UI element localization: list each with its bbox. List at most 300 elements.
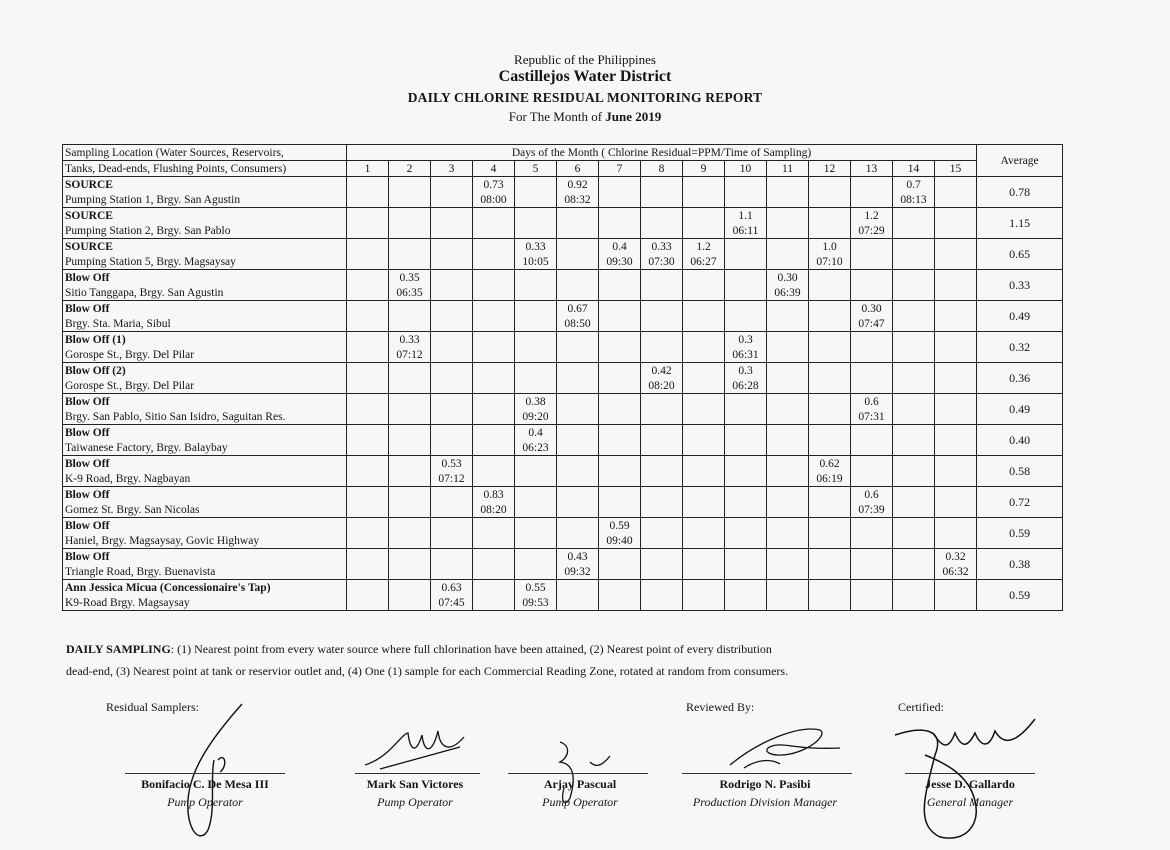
residual-cell-day-11 <box>767 549 809 565</box>
residual-cell-day-9 <box>683 270 725 286</box>
residual-cell-day-6: 0.67 <box>557 301 599 317</box>
time-cell-day-15 <box>935 471 977 487</box>
residual-cell-day-12 <box>809 394 851 410</box>
time-cell-day-5 <box>515 471 557 487</box>
time-cell-day-13 <box>851 533 893 549</box>
time-cell-day-2: 06:35 <box>389 285 431 301</box>
residual-cell-day-1 <box>347 487 389 503</box>
residual-cell-day-9 <box>683 456 725 472</box>
time-cell-day-14: 08:13 <box>893 192 935 208</box>
residual-cell-day-4: 0.73 <box>473 177 515 193</box>
time-cell-day-10 <box>725 285 767 301</box>
residual-cell-day-12 <box>809 580 851 596</box>
time-cell-day-15 <box>935 409 977 425</box>
time-cell-day-8 <box>641 440 683 456</box>
time-cell-day-11 <box>767 223 809 239</box>
time-cell-day-12 <box>809 223 851 239</box>
residual-cell-day-14 <box>893 456 935 472</box>
time-cell-day-5 <box>515 502 557 518</box>
residual-cell-day-15 <box>935 177 977 193</box>
signature-rodrigo <box>700 720 860 780</box>
location-type: Blow Off (1) <box>63 332 347 348</box>
residual-cell-day-4 <box>473 332 515 348</box>
residual-cell-day-2: 0.33 <box>389 332 431 348</box>
location-name: Triangle Road, Brgy. Buenavista <box>63 564 347 580</box>
time-cell-day-9 <box>683 533 725 549</box>
signature-line-3 <box>508 773 648 774</box>
location-type: Blow Off <box>63 456 347 472</box>
time-cell-day-1 <box>347 192 389 208</box>
time-cell-day-12 <box>809 285 851 301</box>
residual-cell-day-6 <box>557 239 599 255</box>
residual-cell-day-8 <box>641 208 683 224</box>
residual-cell-day-10 <box>725 301 767 317</box>
residual-cell-day-3 <box>431 301 473 317</box>
day-header-7: 7 <box>599 161 641 177</box>
residual-cell-day-12 <box>809 208 851 224</box>
residual-cell-day-1 <box>347 363 389 379</box>
time-cell-day-8 <box>641 192 683 208</box>
time-cell-day-10 <box>725 533 767 549</box>
time-cell-day-8 <box>641 316 683 332</box>
day-header-13: 13 <box>851 161 893 177</box>
time-cell-day-6 <box>557 471 599 487</box>
signature-line-2 <box>355 773 480 774</box>
time-cell-day-7 <box>599 471 641 487</box>
time-cell-day-6: 08:32 <box>557 192 599 208</box>
time-cell-day-9 <box>683 471 725 487</box>
time-cell-day-4 <box>473 595 515 611</box>
table-row-times <box>63 502 1063 518</box>
time-cell-day-12 <box>809 533 851 549</box>
time-cell-day-2: 07:12 <box>389 347 431 363</box>
location-name: K9-Road Brgy. Magsaysay <box>63 595 347 611</box>
residual-cell-day-2 <box>389 208 431 224</box>
time-cell-day-1 <box>347 378 389 394</box>
time-cell-day-4 <box>473 378 515 394</box>
time-cell-day-10 <box>725 192 767 208</box>
day-header-11: 11 <box>767 161 809 177</box>
time-cell-day-15 <box>935 316 977 332</box>
residual-cell-day-7 <box>599 549 641 565</box>
time-cell-day-3 <box>431 347 473 363</box>
residual-cell-day-10 <box>725 425 767 441</box>
residual-cell-day-3 <box>431 425 473 441</box>
time-cell-day-14 <box>893 533 935 549</box>
residual-cell-day-12: 1.0 <box>809 239 851 255</box>
residual-cell-day-1 <box>347 549 389 565</box>
time-cell-day-6 <box>557 502 599 518</box>
residual-cell-day-3: 0.53 <box>431 456 473 472</box>
residual-cell-day-7 <box>599 394 641 410</box>
residual-cell-day-3 <box>431 332 473 348</box>
residual-cell-day-11 <box>767 456 809 472</box>
residual-cell-day-3 <box>431 394 473 410</box>
signature-line-4 <box>682 773 852 774</box>
table-row <box>63 487 1063 503</box>
time-cell-day-14 <box>893 254 935 270</box>
time-cell-day-2 <box>389 595 431 611</box>
average-cell: 0.72 <box>977 487 1063 518</box>
time-cell-day-5: 09:20 <box>515 409 557 425</box>
residual-cell-day-14 <box>893 580 935 596</box>
residual-cell-day-4 <box>473 208 515 224</box>
location-type: Blow Off <box>63 518 347 534</box>
location-name: Gomez St. Brgy. San Nicolas <box>63 502 347 518</box>
time-cell-day-5: 10:05 <box>515 254 557 270</box>
time-cell-day-13 <box>851 285 893 301</box>
residual-cell-day-7 <box>599 425 641 441</box>
table-row-times <box>63 533 1063 549</box>
residual-cell-day-12 <box>809 177 851 193</box>
table-row <box>63 208 1063 224</box>
time-cell-day-1 <box>347 533 389 549</box>
residual-cell-day-8 <box>641 487 683 503</box>
table-row-times <box>63 440 1063 456</box>
time-cell-day-15 <box>935 192 977 208</box>
residual-cell-day-14 <box>893 487 935 503</box>
time-cell-day-4 <box>473 409 515 425</box>
time-cell-day-1 <box>347 347 389 363</box>
residual-cell-day-3 <box>431 270 473 286</box>
residual-cell-day-8 <box>641 425 683 441</box>
residual-cell-day-15 <box>935 580 977 596</box>
residual-cell-day-4 <box>473 580 515 596</box>
residual-cell-day-1 <box>347 580 389 596</box>
time-cell-day-15 <box>935 502 977 518</box>
time-cell-day-14 <box>893 223 935 239</box>
residual-cell-day-7 <box>599 270 641 286</box>
residual-cell-day-1 <box>347 394 389 410</box>
table-row-times <box>63 347 1063 363</box>
time-cell-day-3 <box>431 316 473 332</box>
residual-cell-day-9 <box>683 580 725 596</box>
table-row <box>63 332 1063 348</box>
residual-cell-day-2 <box>389 425 431 441</box>
residual-cell-day-8 <box>641 332 683 348</box>
time-cell-day-11 <box>767 564 809 580</box>
time-cell-day-9: 06:27 <box>683 254 725 270</box>
time-cell-day-8 <box>641 409 683 425</box>
residual-cell-day-2 <box>389 239 431 255</box>
time-cell-day-11 <box>767 409 809 425</box>
residual-cell-day-15 <box>935 487 977 503</box>
table-row-times <box>63 378 1063 394</box>
time-cell-day-10: 06:11 <box>725 223 767 239</box>
time-cell-day-7: 09:40 <box>599 533 641 549</box>
time-cell-day-15 <box>935 223 977 239</box>
time-cell-day-15 <box>935 254 977 270</box>
residual-cell-day-13: 0.6 <box>851 394 893 410</box>
residual-cell-day-5: 0.38 <box>515 394 557 410</box>
residual-cell-day-4 <box>473 518 515 534</box>
time-cell-day-7 <box>599 347 641 363</box>
residual-cell-day-5 <box>515 301 557 317</box>
residual-cell-day-5 <box>515 332 557 348</box>
residual-cell-day-8 <box>641 456 683 472</box>
time-cell-day-11 <box>767 254 809 270</box>
table-row-times <box>63 471 1063 487</box>
residual-cell-day-6 <box>557 332 599 348</box>
residual-cell-day-1 <box>347 177 389 193</box>
time-cell-day-6 <box>557 223 599 239</box>
time-cell-day-11 <box>767 192 809 208</box>
sampling-note-line1 <box>66 642 772 657</box>
residual-cell-day-6 <box>557 363 599 379</box>
time-cell-day-2 <box>389 254 431 270</box>
residual-cell-day-1 <box>347 270 389 286</box>
day-header-14: 14 <box>893 161 935 177</box>
signer-role-1: Pump Operator <box>167 795 243 809</box>
residual-cell-day-6: 0.92 <box>557 177 599 193</box>
month-prefix: For The Month of <box>508 109 606 124</box>
residual-cell-day-4 <box>473 301 515 317</box>
time-cell-day-13 <box>851 347 893 363</box>
time-cell-day-5 <box>515 533 557 549</box>
residual-cell-day-3 <box>431 239 473 255</box>
residual-cell-day-9: 1.2 <box>683 239 725 255</box>
time-cell-day-3 <box>431 254 473 270</box>
average-cell: 0.49 <box>977 394 1063 425</box>
day-header-5: 5 <box>515 161 557 177</box>
time-cell-day-9 <box>683 409 725 425</box>
time-cell-day-1 <box>347 595 389 611</box>
residual-cell-day-5 <box>515 177 557 193</box>
signer-name-1: Bonifacio C. De Mesa III <box>141 777 269 791</box>
time-cell-day-1 <box>347 440 389 456</box>
table-row <box>63 301 1063 317</box>
residual-cell-day-13 <box>851 332 893 348</box>
residual-cell-day-4 <box>473 425 515 441</box>
day-header-10: 10 <box>725 161 767 177</box>
average-cell: 0.78 <box>977 177 1063 208</box>
location-header-line1: Sampling Location (Water Sources, Reservoirs, <box>63 145 347 161</box>
residual-cell-day-5 <box>515 456 557 472</box>
time-cell-day-6 <box>557 285 599 301</box>
time-cell-day-3 <box>431 564 473 580</box>
time-cell-day-13: 07:31 <box>851 409 893 425</box>
residual-cell-day-7: 0.59 <box>599 518 641 534</box>
signer-role-5: General Manager <box>926 795 1014 809</box>
time-cell-day-5 <box>515 378 557 394</box>
time-cell-day-7 <box>599 440 641 456</box>
time-cell-day-2 <box>389 440 431 456</box>
residual-cell-day-15 <box>935 239 977 255</box>
time-cell-day-13: 07:47 <box>851 316 893 332</box>
time-cell-day-1 <box>347 223 389 239</box>
time-cell-day-6: 08:50 <box>557 316 599 332</box>
time-cell-day-5: 06:23 <box>515 440 557 456</box>
residual-cell-day-11: 0.30 <box>767 270 809 286</box>
residual-cell-day-8: 0.42 <box>641 363 683 379</box>
time-cell-day-12 <box>809 502 851 518</box>
time-cell-day-3 <box>431 533 473 549</box>
residual-cell-day-10: 0.3 <box>725 363 767 379</box>
residual-cell-day-8 <box>641 518 683 534</box>
time-cell-day-8: 08:20 <box>641 378 683 394</box>
location-type: SOURCE <box>63 208 347 224</box>
time-cell-day-11 <box>767 595 809 611</box>
day-header-15: 15 <box>935 161 977 177</box>
time-cell-day-13 <box>851 564 893 580</box>
average-cell: 0.59 <box>977 580 1063 611</box>
time-cell-day-15: 06:32 <box>935 564 977 580</box>
time-cell-day-10 <box>725 440 767 456</box>
time-cell-day-1 <box>347 502 389 518</box>
day-header-6: 6 <box>557 161 599 177</box>
table-row <box>63 394 1063 410</box>
residual-cell-day-8: 0.33 <box>641 239 683 255</box>
time-cell-day-2 <box>389 564 431 580</box>
time-cell-day-11 <box>767 440 809 456</box>
residual-cell-day-13 <box>851 270 893 286</box>
table-row <box>63 363 1063 379</box>
residual-cell-day-10 <box>725 394 767 410</box>
time-cell-day-12: 07:10 <box>809 254 851 270</box>
residual-cell-day-10 <box>725 239 767 255</box>
residual-cell-day-7 <box>599 580 641 596</box>
time-cell-day-15 <box>935 285 977 301</box>
residual-cell-day-12 <box>809 487 851 503</box>
time-cell-day-14 <box>893 285 935 301</box>
time-cell-day-1 <box>347 564 389 580</box>
residual-cell-day-10 <box>725 518 767 534</box>
table-row <box>63 456 1063 472</box>
time-cell-day-5 <box>515 564 557 580</box>
residual-cell-day-15 <box>935 456 977 472</box>
residual-cell-day-11 <box>767 363 809 379</box>
residual-cell-day-14 <box>893 363 935 379</box>
time-cell-day-5: 09:53 <box>515 595 557 611</box>
residual-cell-day-1 <box>347 301 389 317</box>
residual-cell-day-3 <box>431 363 473 379</box>
table-row <box>63 177 1063 193</box>
location-name: Gorospe St., Brgy. Del Pilar <box>63 378 347 394</box>
time-cell-day-13 <box>851 254 893 270</box>
signer-name-3: Arjay Pascual <box>543 777 617 791</box>
time-cell-day-2 <box>389 471 431 487</box>
signer-role-4: Production Division Manager <box>692 795 838 809</box>
residual-cell-day-5 <box>515 208 557 224</box>
time-cell-day-9 <box>683 378 725 394</box>
time-cell-day-12 <box>809 440 851 456</box>
time-cell-day-12 <box>809 409 851 425</box>
residual-cell-day-10 <box>725 456 767 472</box>
signer-role-2: Pump Operator <box>377 795 453 809</box>
residual-cell-day-15 <box>935 394 977 410</box>
time-cell-day-10 <box>725 254 767 270</box>
time-cell-day-2 <box>389 223 431 239</box>
residual-cell-day-14 <box>893 425 935 441</box>
residual-cell-day-13 <box>851 363 893 379</box>
residual-cell-day-6 <box>557 487 599 503</box>
residual-cell-day-14 <box>893 332 935 348</box>
signer-name-5: Jesse D. Gallardo <box>925 777 1015 791</box>
residual-cell-day-5 <box>515 363 557 379</box>
time-cell-day-15 <box>935 378 977 394</box>
residual-cell-day-8 <box>641 270 683 286</box>
time-cell-day-7 <box>599 223 641 239</box>
residual-cell-day-2: 0.35 <box>389 270 431 286</box>
residual-cell-day-2 <box>389 363 431 379</box>
time-cell-day-14 <box>893 564 935 580</box>
time-cell-day-1 <box>347 316 389 332</box>
residual-cell-day-7 <box>599 363 641 379</box>
time-cell-day-3 <box>431 440 473 456</box>
day-header-8: 8 <box>641 161 683 177</box>
time-cell-day-3 <box>431 409 473 425</box>
residual-cell-day-4 <box>473 270 515 286</box>
residual-cell-day-15 <box>935 208 977 224</box>
time-cell-day-4 <box>473 533 515 549</box>
residual-cell-day-13 <box>851 425 893 441</box>
average-header: Average <box>977 145 1063 177</box>
time-cell-day-2 <box>389 409 431 425</box>
average-cell: 0.38 <box>977 549 1063 580</box>
time-cell-day-14 <box>893 440 935 456</box>
time-cell-day-6 <box>557 533 599 549</box>
time-cell-day-8 <box>641 347 683 363</box>
location-name: Pumping Station 1, Brgy. San Agustin <box>63 192 347 208</box>
residual-cell-day-12 <box>809 518 851 534</box>
residual-cell-day-14 <box>893 394 935 410</box>
time-cell-day-5 <box>515 285 557 301</box>
table-row-times <box>63 409 1063 425</box>
time-cell-day-6 <box>557 440 599 456</box>
day-header-3: 3 <box>431 161 473 177</box>
residual-cell-day-2 <box>389 487 431 503</box>
residual-cell-day-13: 0.30 <box>851 301 893 317</box>
residual-cell-day-14 <box>893 549 935 565</box>
residual-cell-day-15 <box>935 332 977 348</box>
time-cell-day-10 <box>725 595 767 611</box>
residual-cell-day-11 <box>767 518 809 534</box>
average-cell: 0.58 <box>977 456 1063 487</box>
time-cell-day-9 <box>683 440 725 456</box>
average-cell: 0.65 <box>977 239 1063 270</box>
residual-cell-day-1 <box>347 456 389 472</box>
residual-cell-day-13 <box>851 518 893 534</box>
table-row <box>63 518 1063 534</box>
residual-cell-day-3: 0.63 <box>431 580 473 596</box>
residual-cell-day-13: 0.6 <box>851 487 893 503</box>
average-cell: 0.49 <box>977 301 1063 332</box>
report-title: DAILY CHLORINE RESIDUAL MONITORING REPORT <box>407 90 763 105</box>
time-cell-day-8: 07:30 <box>641 254 683 270</box>
residual-cell-day-8 <box>641 301 683 317</box>
time-cell-day-14 <box>893 471 935 487</box>
table-row-times <box>63 254 1063 270</box>
residual-cell-day-15 <box>935 301 977 317</box>
time-cell-day-4 <box>473 285 515 301</box>
residual-cell-day-10: 1.1 <box>725 208 767 224</box>
residual-cell-day-14: 0.7 <box>893 177 935 193</box>
time-cell-day-4: 08:00 <box>473 192 515 208</box>
table-row <box>63 580 1063 596</box>
time-cell-day-9 <box>683 595 725 611</box>
time-cell-day-7 <box>599 285 641 301</box>
residual-cell-day-12 <box>809 363 851 379</box>
residual-cell-day-1 <box>347 425 389 441</box>
table-row <box>63 270 1063 286</box>
residual-cell-day-1 <box>347 518 389 534</box>
residual-cell-day-4 <box>473 456 515 472</box>
residual-cell-day-9 <box>683 208 725 224</box>
time-cell-day-4 <box>473 254 515 270</box>
residual-cell-day-7 <box>599 487 641 503</box>
time-cell-day-9 <box>683 316 725 332</box>
residual-cell-day-7 <box>599 301 641 317</box>
